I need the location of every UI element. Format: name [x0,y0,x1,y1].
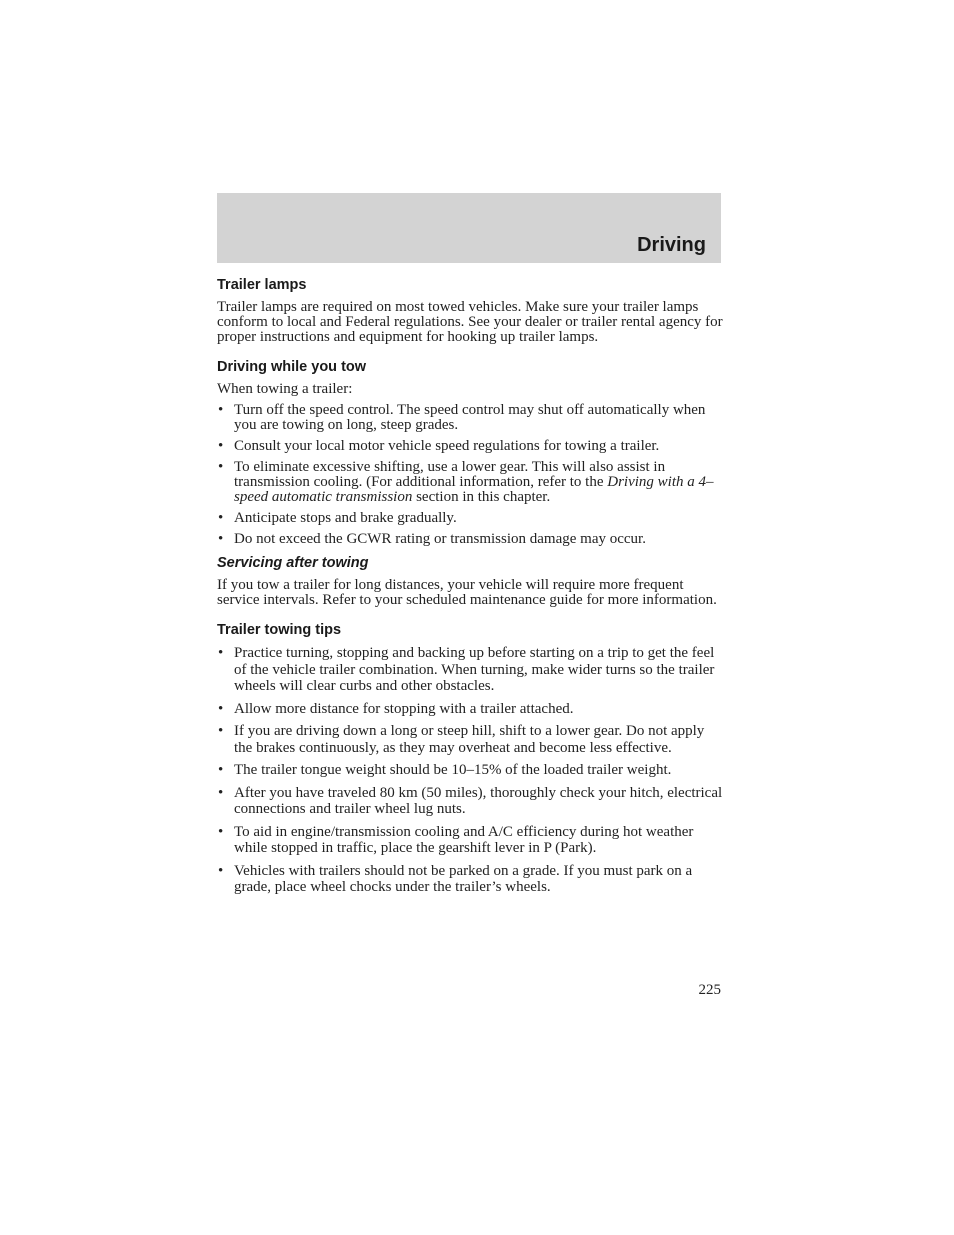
bullet-icon: • [218,823,224,840]
section-heading-driving-while-you-tow: Driving while you tow [217,359,367,375]
page-number: 225 [698,982,721,998]
list-item-text: The trailer tongue weight should be 10–15% of the loaded trailer weight. [234,762,672,778]
list-item-text: section in this chapter. [412,489,551,505]
bullet-icon: • [218,510,224,526]
towing-intro: When towing a trailer: [217,381,353,397]
section-heading-trailer-lamps: Trailer lamps [217,277,307,293]
bullet-icon: • [218,531,224,547]
chapter-title: Driving [637,234,706,256]
list-item-text: Practice turning, stopping and backing up before starting on a trip to get the feel of the vehicle trailer combination. When turning, make wider turns so the trailer wheels will clear curbs and other obstacles. [234,645,715,694]
list-item [217,762,723,779]
list-item [217,532,723,547]
list-item [217,785,723,818]
list-item [217,511,723,526]
list-item-text: Consult your local motor vehicle speed regulations for towing a trailer. [234,438,660,454]
bullet-icon: • [218,723,224,739]
list-item-text: To aid in engine/transmission cooling and A/C efficiency during hot weather while stopped in traffic, place the gearshift lever in P (Park). [234,823,694,856]
towing-bullet-list [217,403,723,547]
list-item [217,723,723,756]
bullet-icon: • [218,402,224,418]
cross-reference: Driving with a 4–speed automatic transmission [234,474,714,505]
list-item-text: To eliminate excessive shifting, use a lower gear. This will also assist in transmission cooling. (For additional information, refer to the [234,459,666,490]
trailer-lamps-paragraph: Trailer lamps are required on most towed vehicles. Make sure your trailer lamps conform to local and Federal regulations. See your dealer or trailer rental agency for proper instructions and equipment for hooking up trailer lamps. [217,299,723,345]
section-heading-servicing-after-towing: Servicing after towing [217,555,369,571]
bullet-icon: • [218,459,224,475]
list-item [217,824,723,857]
list-item [217,460,723,505]
bullet-icon: • [218,862,224,879]
list-item [217,645,723,695]
list-item [217,863,723,896]
page-content [217,277,723,904]
list-item-text: Anticipate stops and brake gradually. [234,510,457,526]
list-item-text: Allow more distance for stopping with a trailer attached. [234,700,574,717]
bullet-icon: • [218,700,224,717]
section-heading-trailer-towing-tips: Trailer towing tips [217,622,342,638]
list-item [217,701,723,718]
tips-bullet-list [217,645,723,896]
list-item-text: After you have traveled 80 km (50 miles), thoroughly check your hitch, electrical connections and trailer wheel lug nuts. [234,784,723,817]
bullet-icon: • [218,762,224,778]
list-item-text: Do not exceed the GCWR rating or transmission damage may occur. [234,531,646,547]
bullet-icon: • [218,438,224,454]
chapter-header-band [217,193,721,263]
servicing-paragraph: If you tow a trailer for long distances, your vehicle will require more frequent service intervals. Refer to your scheduled maintenance guide for more information. [217,577,717,608]
list-item-text: Vehicles with trailers should not be parked on a grade. If you must park on a grade, place wheel chocks under the trailer’s wheels. [234,862,693,895]
bullet-icon: • [218,784,224,801]
list-item-text: Turn off the speed control. The speed control may shut off automatically when you are towing on long, steep grades. [234,402,706,433]
list-item [217,403,723,433]
list-item-text: If you are driving down a long or steep hill, shift to a lower gear. Do not apply the brakes continuously, as they may overheat and become less effective. [234,723,705,756]
bullet-icon: • [218,645,224,661]
list-item [217,439,723,454]
